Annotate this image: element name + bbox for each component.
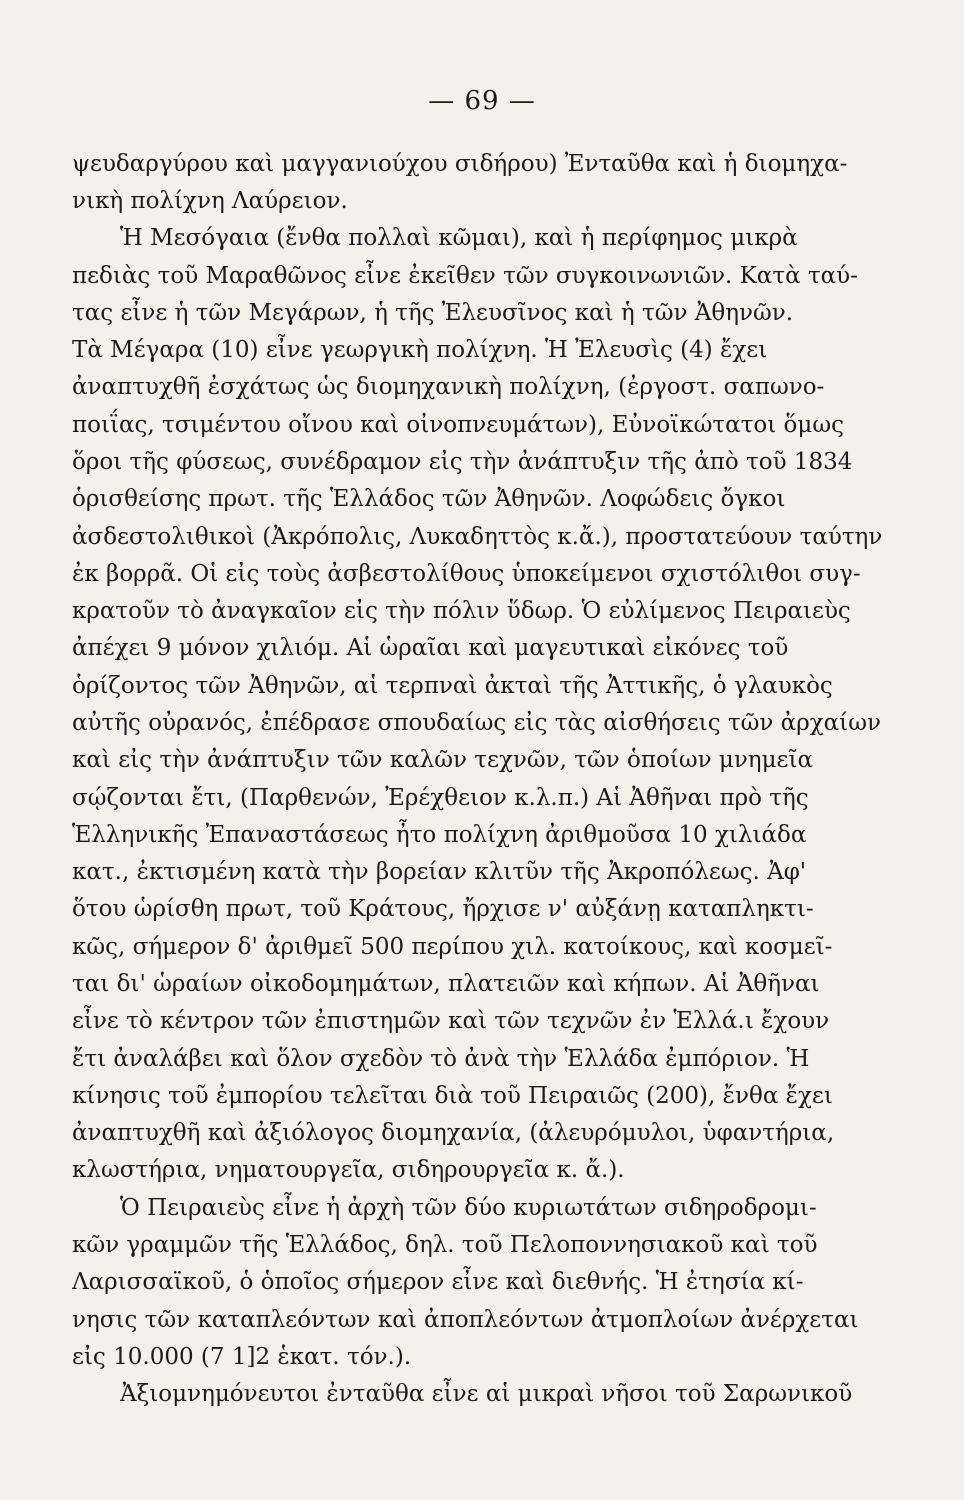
text-line: ἀπέχει 9 μόνον χιλιόμ. Αἱ ὡραῖαι καὶ μαγευτικαὶ εἰκόνες τοῦ — [72, 635, 789, 661]
text-line: Τὰ Μέγαρα (10) εἶνε γεωργικὴ πολίχνη. Ἡ Ἐλευσὶς (4) ἔχει — [72, 337, 768, 363]
text-line: εἶνε τὸ κέντρον τῶν ἐπιστημῶν καὶ τῶν τεχνῶν ἐν Ἑλλά.ι ἔχουν — [72, 1008, 830, 1034]
text-line: ἔτι ἀναλάβει καὶ ὅλον σχεδὸν τὸ ἀνὰ τὴν Ἑλλάδα ἐμπόριον. Ἡ — [72, 1046, 810, 1072]
text-line: κατ., ἐκτισμένη κατὰ τὴν βορείαν κλιτῦν τῆς Ἀκροπόλεως. Ἀφ' — [72, 859, 807, 885]
text-line: νησις τῶν καταπλεόντων καὶ ἀποπλεόντων ἀτμοπλοίων ἀνέρχεται — [72, 1307, 859, 1333]
text-line: τας εἶνε ἡ τῶν Μεγάρων, ἡ τῆς Ἐλευσῖνος καὶ ἡ τῶν Ἀθηνῶν. — [72, 300, 794, 326]
text-line: σῴζονται ἔτι, (Παρθενών, Ἐρέχθειον κ.λ.π.) Αἱ Ἀθῆναι πρὸ τῆς — [72, 785, 809, 811]
text-line: ὁρίζοντος τῶν Ἀθηνῶν, αἱ τερπναὶ ἀκταὶ τῆς Ἀττικῆς, ὁ γλαυκὸς — [72, 673, 833, 699]
text-line: κλωστήρια, νηματουργεῖα, σιδηρουργεῖα κ. ἄ.). — [72, 1157, 625, 1183]
text-line: κῶν γραμμῶν τῆς Ἑλλάδος, δηλ. τοῦ Πελοποννησιακοῦ καὶ τοῦ — [72, 1232, 818, 1258]
text-line: αὐτῆς οὐρανός, ἐπέδρασε σπουδαίως εἰς τὰς αἰσθήσεις τῶν ἀρχαίων — [72, 710, 881, 736]
text-line: ἀναπτυχθῆ ἐσχάτως ὡς διομηχανικὴ πολίχνη, (ἐργοστ. σαπωνο- — [72, 374, 825, 400]
text-line: ἀσδεστολιθικοὶ (Ἀκρόπολις, Λυκαδηττὸς κ.ἄ.), προστατεύουν ταύτην — [72, 524, 883, 550]
text-line: καὶ εἰς τὴν ἀνάπτυξιν τῶν καλῶν τεχνῶν, τῶν ὁποίων μνημεῖα — [72, 747, 813, 773]
text-line: ψευδαργύρου καὶ μαγγανιούχου σιδήρου) Ἐνταῦθα καὶ ἡ διομηχα- — [72, 151, 848, 177]
text-line: ὅροι τῆς φύσεως, συνέδραμον εἰς τὴν ἀνάπτυξιν τῆς ἀπὸ τοῦ 1834 — [72, 449, 853, 475]
text-line: κίνησις τοῦ ἐμπορίου τελεῖται διὰ τοῦ Πειραιῶς (200), ἔνθα ἔχει — [72, 1083, 833, 1109]
text-line: ποιΐας, τσιμέντου οἴνου καὶ οἰνοπνευμάτων), Εὐνοϊκώτατοι ὅμως — [72, 412, 844, 438]
text-line: Ἑλληνικῆς Ἐπαναστάσεως ἦτο πολίχνη ἀριθμοῦσα 10 χιλιάδα — [72, 822, 807, 848]
text-line: ται δι' ὡραίων οἰκοδομημάτων, πλατειῶν καὶ κήπων. Αἱ Ἀθῆναι — [72, 971, 820, 997]
text-line: Λαρισσαϊκοῦ, ὁ ὁποῖος σήμερον εἶνε καὶ διεθνής. Ἡ ἐτησία κί- — [72, 1269, 804, 1295]
text-line: Ἀξιομνημόνευτοι ἐνταῦθα εἶνε αἱ μικραὶ νῆσοι τοῦ Σαρωνικοῦ — [120, 1381, 853, 1407]
text-line: ἀναπτυχθῆ καὶ ἀξιόλογος διομηχανία, (ἀλευρόμυλοι, ὑφαντήρια, — [72, 1120, 835, 1146]
text-line: ὅτου ὡρίσθη πρωτ, τοῦ Κράτους, ἤρχισε ν' αὐξάνῃ καταπληκτι- — [72, 896, 814, 922]
text-line: νικὴ πολίχνη Λαύρειον. — [72, 188, 348, 214]
text-line: εἰς 10.000 (7 1]2 ἑκατ. τόν.). — [72, 1344, 412, 1370]
page-number: — 69 — — [428, 86, 536, 116]
text-line: Ὁ Πειραιεὺς εἶνε ἡ ἀρχὴ τῶν δύο κυριωτάτων σιδηροδρομι- — [120, 1195, 817, 1221]
text-line: ἐκ βορρᾶ. Οἱ εἰς τοὺς ἀσβεστολίθους ὑποκείμενοι σχιστόλιθοι συγ- — [72, 561, 861, 587]
text-line: κρατοῦν τὸ ἀναγκαῖον εἰς τὴν πόλιν ὕδωρ. Ὁ εὐλίμενος Πειραιεὺς — [72, 598, 851, 624]
text-line: ὁρισθείσης πρωτ. τῆς Ἑλλάδος τῶν Ἀθηνῶν. Λοφώδεις ὄγκοι — [72, 486, 786, 512]
text-line: πεδιὰς τοῦ Μαραθῶνος εἶνε ἐκεῖθεν τῶν συγκοινωνιῶν. Κατὰ ταύ- — [72, 263, 858, 289]
text-line: Ἡ Μεσόγαια (ἔνθα πολλαὶ κῶμαι), καὶ ἡ περίφημος μικρὰ — [120, 225, 798, 251]
text-line: κῶς, σήμερον δ' ἀριθμεῖ 500 περίπου χιλ. κατοίκους, καὶ κοσμεῖ- — [72, 934, 833, 960]
